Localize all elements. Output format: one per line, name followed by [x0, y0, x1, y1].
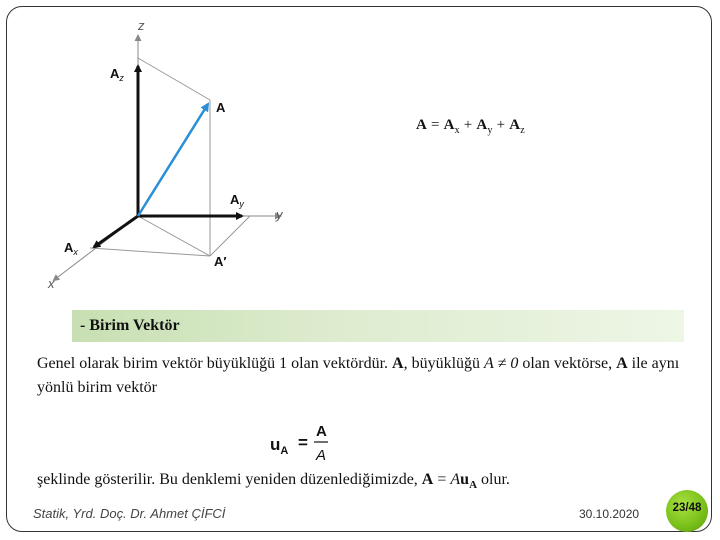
ax-label: $A_x$: [64, 240, 78, 257]
ax-vector: [94, 216, 138, 247]
page-number: 23/48: [672, 502, 702, 514]
svg-text:uA: $u_A$: [270, 435, 289, 457]
section-title: - Birim Vektör: [80, 317, 180, 334]
construction-line: [138, 216, 210, 256]
svg-text:=: =: [298, 433, 308, 452]
page-number-badge: [666, 490, 708, 532]
z-axis-label: z: [138, 18, 145, 33]
definition-paragraph: Genel olarak birim vektör büyüklüğü 1 olan vektördür. A, büyüklüğü A ≠ 0 olan vektörse, A ile aynı yönlü birim vektör: [37, 355, 680, 396]
construction-line: [138, 58, 210, 100]
svg-text:A: A: [316, 423, 327, 440]
svg-text:A: A: [316, 447, 327, 464]
footer-author: Statik, Yrd. Doç. Dr. Ahmet ÇİFCİ: [33, 506, 226, 521]
a-vector: [138, 104, 208, 216]
ay-label: $A_y$: [230, 192, 244, 209]
section-header-bar: [72, 310, 684, 342]
construction-line: [90, 248, 210, 256]
a-label: A: [216, 100, 226, 115]
construction-line: [210, 216, 250, 256]
y-axis-label: y: [276, 207, 283, 222]
result-paragraph: şeklinde gösterilir. Bu denklemi yeniden düzenlediğimizde, $A = Au_A$ olur.: [37, 471, 510, 492]
footer-date: 30.10.2020: [579, 507, 640, 521]
unit-vector-formula: [270, 418, 350, 468]
vector-sum-equation: $A = A_x + A_y + A_z$: [416, 117, 525, 136]
az-label: $A_z$: [110, 66, 124, 83]
a-prime-label: A′: [214, 254, 227, 269]
vector-components-diagram: [30, 18, 292, 290]
x-axis-label: x: [48, 276, 55, 290]
